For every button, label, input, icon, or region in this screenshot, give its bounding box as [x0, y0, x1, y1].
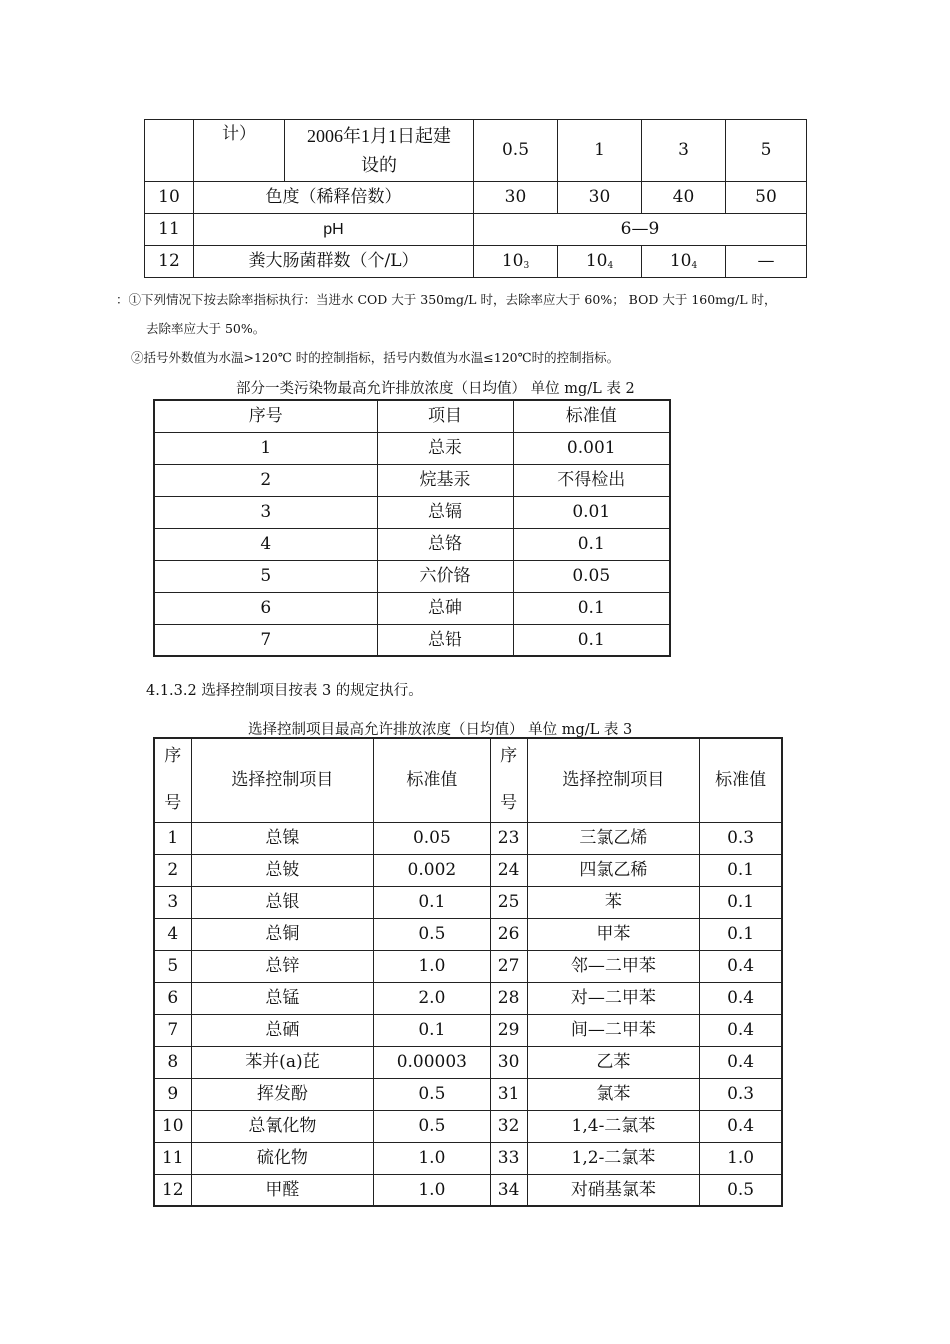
table-cell: 总铍 [191, 854, 374, 886]
table-header-cell: 项目 [377, 400, 513, 432]
table-cell: 1,2-二氯苯 [527, 1142, 700, 1174]
table-cell: 0.5 [374, 1110, 490, 1142]
table-cell: 12 [145, 246, 194, 278]
table-cell: 25 [490, 886, 527, 918]
table-cell: 11 [154, 1142, 191, 1174]
table-cell: 对硝基氯苯 [527, 1174, 700, 1206]
table-row [154, 982, 782, 1014]
table-cell: 4 [154, 918, 191, 950]
table-row [154, 560, 670, 592]
table-cell: 色度（稀释倍数） [194, 182, 474, 214]
table-header-cell: 选择控制项目 [191, 738, 374, 822]
table-cell: 氯苯 [527, 1078, 700, 1110]
table-cell: 2.0 [374, 982, 490, 1014]
table-cell: 0.4 [700, 950, 782, 982]
table-cell: 32 [490, 1110, 527, 1142]
table-header-cell: 序 号 [490, 738, 527, 822]
table-cell: 29 [490, 1014, 527, 1046]
table-cell: 0.5 [374, 1078, 490, 1110]
table-cell: 50 [726, 182, 807, 214]
table-cell: 0.01 [513, 496, 670, 528]
table-row [154, 592, 670, 624]
table-cell: 2006年1月1日起建 设的 [285, 120, 474, 182]
table-row [154, 528, 670, 560]
table-cell: 0.4 [700, 1046, 782, 1078]
table-cell: 0.1 [700, 854, 782, 886]
table-row [154, 1174, 782, 1206]
table-cell: 7 [154, 1014, 191, 1046]
table-cell: 0.1 [513, 624, 670, 656]
table-cell: 0.3 [700, 822, 782, 854]
table-header-cell: 标准值 [374, 738, 490, 822]
table-header-row [154, 400, 670, 432]
table-3-caption: 选择控制项目最高允许排放浓度（日均值） 单位 mg/L 表 3 [248, 722, 633, 738]
table-cell: 0.1 [700, 886, 782, 918]
table-cell: 30 [474, 182, 558, 214]
table-cell: 4 [154, 528, 377, 560]
table-cell: 烷基汞 [377, 464, 513, 496]
table-row [154, 1142, 782, 1174]
table-1 [144, 119, 807, 278]
table-row [154, 1046, 782, 1078]
table-cell: 24 [490, 854, 527, 886]
table-row [154, 496, 670, 528]
table-2 [153, 399, 671, 657]
table-2-caption: 部分一类污染物最高允许排放浓度（日均值） 单位 mg/L 表 2 [236, 381, 635, 397]
table-3 [153, 737, 783, 1207]
table-cell: 10 [154, 1110, 191, 1142]
table-cell: 27 [490, 950, 527, 982]
table-cell: 0.5 [700, 1174, 782, 1206]
table-cell: 甲苯 [527, 918, 700, 950]
table-row [154, 624, 670, 656]
table-cell: 甲醛 [191, 1174, 374, 1206]
table-cell: 30 [490, 1046, 527, 1078]
table-cell: 0.4 [700, 982, 782, 1014]
table-row [154, 822, 782, 854]
table-row [145, 120, 807, 182]
table-cell: 0.1 [513, 528, 670, 560]
table-cell: 乙苯 [527, 1046, 700, 1078]
table-cell: 1 [154, 432, 377, 464]
table-cell: 苯 [527, 886, 700, 918]
table-cell: 总铅 [377, 624, 513, 656]
table-cell: 6 [154, 592, 377, 624]
table-row [154, 432, 670, 464]
table-cell: 2 [154, 464, 377, 496]
table-cell: $10_4$ [558, 246, 642, 278]
table-cell: 间—二甲苯 [527, 1014, 700, 1046]
table-header-cell: 序号 [154, 400, 377, 432]
table-cell: 0.1 [700, 918, 782, 950]
table-cell: 1.0 [374, 1142, 490, 1174]
table-cell: 9 [154, 1078, 191, 1110]
table-cell: 12 [154, 1174, 191, 1206]
note-line-3: ②括号外数值为水温>120℃ 时的控制指标，括号内数值为水温≤120℃时的控制指标。 [131, 350, 620, 365]
table-cell: 总砷 [377, 592, 513, 624]
table-cell: 0.4 [700, 1110, 782, 1142]
table-cell: 3 [154, 886, 191, 918]
table-cell: 0.1 [374, 886, 490, 918]
table-cell: $10_3$ [474, 246, 558, 278]
table-cell: 三氯乙烯 [527, 822, 700, 854]
table-row [154, 854, 782, 886]
table-cell: 5 [154, 950, 191, 982]
table-cell: 1.0 [700, 1142, 782, 1174]
table-cell: 5 [154, 560, 377, 592]
table-row [145, 182, 807, 214]
table-cell: 1 [558, 120, 642, 182]
table-row [154, 1110, 782, 1142]
table-cell: 四氯乙稀 [527, 854, 700, 886]
table-cell: 计） [194, 120, 285, 182]
table-cell: 苯并(a)芘 [191, 1046, 374, 1078]
table-cell: 六价铬 [377, 560, 513, 592]
table-cell: 粪大肠菌群数（个/L） [194, 246, 474, 278]
table-row [154, 950, 782, 982]
table-cell: 0.05 [513, 560, 670, 592]
table-cell: 26 [490, 918, 527, 950]
table-cell: 6—9 [474, 214, 807, 246]
table-cell: 0.1 [513, 592, 670, 624]
table-cell: 0.5 [474, 120, 558, 182]
table-cell: 0.001 [513, 432, 670, 464]
table-cell: 0.00003 [374, 1046, 490, 1078]
table-header-cell: 标准值 [700, 738, 782, 822]
table-cell: 2 [154, 854, 191, 886]
table-header-cell: 序 号 [154, 738, 191, 822]
table-cell: 33 [490, 1142, 527, 1174]
table-header-cell: 选择控制项目 [527, 738, 700, 822]
table-row [154, 1014, 782, 1046]
note-line-2: 去除率应大于 50%。 [146, 321, 266, 336]
table-cell: 1,4-二氯苯 [527, 1110, 700, 1142]
table-cell: 11 [145, 214, 194, 246]
table-cell: 不得检出 [513, 464, 670, 496]
table-cell: 6 [154, 982, 191, 1014]
table-cell: — [726, 246, 807, 278]
table-cell: 总银 [191, 886, 374, 918]
table-row [154, 464, 670, 496]
table-row [154, 918, 782, 950]
table-cell: 挥发酚 [191, 1078, 374, 1110]
table-row [145, 246, 807, 278]
table-cell: 0.4 [700, 1014, 782, 1046]
table-row [145, 214, 807, 246]
table-cell: 0.1 [374, 1014, 490, 1046]
table-cell: 总氰化物 [191, 1110, 374, 1142]
table-cell: 总硒 [191, 1014, 374, 1046]
table-cell: 总铬 [377, 528, 513, 560]
table-cell: 31 [490, 1078, 527, 1110]
table-cell [145, 120, 194, 182]
table-cell: 0.3 [700, 1078, 782, 1110]
table-row [154, 886, 782, 918]
table-cell: 总镉 [377, 496, 513, 528]
table-cell: 23 [490, 822, 527, 854]
table-cell: 10 [145, 182, 194, 214]
table-cell: $10_4$ [642, 246, 726, 278]
table-cell: 40 [642, 182, 726, 214]
table-cell: 0.002 [374, 854, 490, 886]
table-cell: 5 [726, 120, 807, 182]
table-cell: 硫化物 [191, 1142, 374, 1174]
table-cell: 0.5 [374, 918, 490, 950]
table-cell: 3 [642, 120, 726, 182]
table-cell: 3 [154, 496, 377, 528]
table-cell: 总镍 [191, 822, 374, 854]
table-cell: 8 [154, 1046, 191, 1078]
table-cell: pH [194, 214, 474, 246]
table-cell: 34 [490, 1174, 527, 1206]
note-line-1: ：①下列情况下按去除率指标执行：当进水 COD 大于 350mg/L 时，去除率应大于 60%； BOD 大于 160mg/L 时， [116, 292, 777, 307]
table-cell: 1.0 [374, 950, 490, 982]
table-cell: 总铜 [191, 918, 374, 950]
table-cell: 7 [154, 624, 377, 656]
table-header-cell: 标准值 [513, 400, 670, 432]
table-cell: 总锰 [191, 982, 374, 1014]
table-cell: 1.0 [374, 1174, 490, 1206]
section-paragraph: 4.1.3.2 选择控制项目按表 3 的规定执行。 [146, 683, 423, 699]
table-cell: 28 [490, 982, 527, 1014]
table-cell: 总锌 [191, 950, 374, 982]
table-cell: 0.05 [374, 822, 490, 854]
table-cell: 邻—二甲苯 [527, 950, 700, 982]
table-cell: 总汞 [377, 432, 513, 464]
table-cell: 30 [558, 182, 642, 214]
table-row [154, 1078, 782, 1110]
table-cell: 1 [154, 822, 191, 854]
table-cell: 对—二甲苯 [527, 982, 700, 1014]
table-header-row [154, 738, 782, 822]
